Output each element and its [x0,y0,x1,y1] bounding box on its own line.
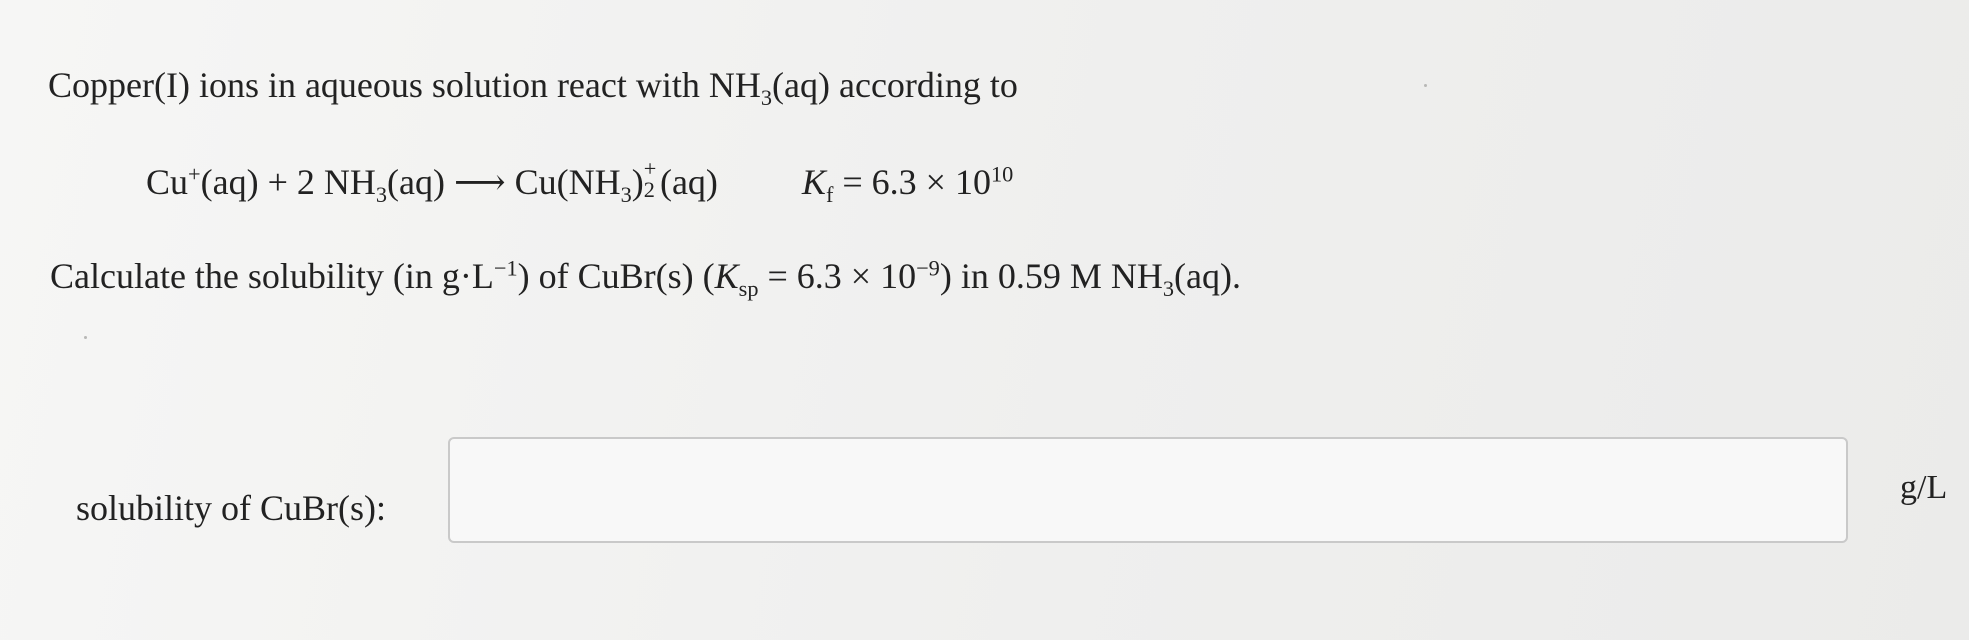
reactant-ammonia-subscript: 3 [375,181,388,207]
reaction-equation [146,155,1014,207]
formation-constant-symbol: K [801,162,826,202]
reactant-ammonia-state: (aq) [387,162,454,202]
product-ligand-count: 2 [643,177,655,203]
formation-constant-exponent: 10 [990,161,1014,187]
product-charge: + [643,155,657,181]
ksp-subscript: sp [738,275,759,301]
reactant-copper-state: (aq) + 2 [200,162,324,202]
background-speck [1424,84,1427,87]
intro-species: NH [708,65,761,105]
product-state: (aq) [659,162,718,202]
product-charge-count [643,155,660,203]
solubility-answer-input[interactable] [448,437,1848,543]
question-text-concentration: ) in 0.59 M NH [939,256,1163,296]
intro-sentence [48,65,1018,110]
intro-species-subscript: 3 [760,84,773,110]
intro-text: Copper(I) ions in aqueous solution react with [48,65,709,105]
unit-exponent: −1 [493,255,518,281]
ksp-value: = 6.3 × 10 [758,256,917,296]
reactant-copper: Cu [146,162,189,202]
answer-label: solubility of CuBr(s): [76,488,387,528]
product-close-paren: ) [631,162,644,202]
product-ammonia-subscript: 3 [620,181,632,207]
question-ammonia-subscript: 3 [1162,275,1174,301]
product-complex: Cu(NH [505,162,621,202]
intro-tail: (aq) according to [772,65,1018,105]
question-text-end: (aq). [1174,256,1241,296]
reactant-ammonia: NH [323,162,376,202]
formation-constant-value: = 6.3 × 10 [833,162,991,202]
ksp-exponent: −9 [916,255,940,281]
question-sentence [50,255,1241,301]
answer-unit-label: g/L [1900,469,1948,506]
formation-constant-subscript: f [825,181,834,207]
question-text-start: Calculate the solubility (in g·L [50,256,494,296]
background-speck [84,336,87,339]
reaction-arrow: ⟶ [454,162,506,202]
question-text-compound: ) of CuBr(s) ( [517,256,715,296]
reactant-copper-charge: + [188,161,201,187]
ksp-symbol: K [714,256,739,296]
